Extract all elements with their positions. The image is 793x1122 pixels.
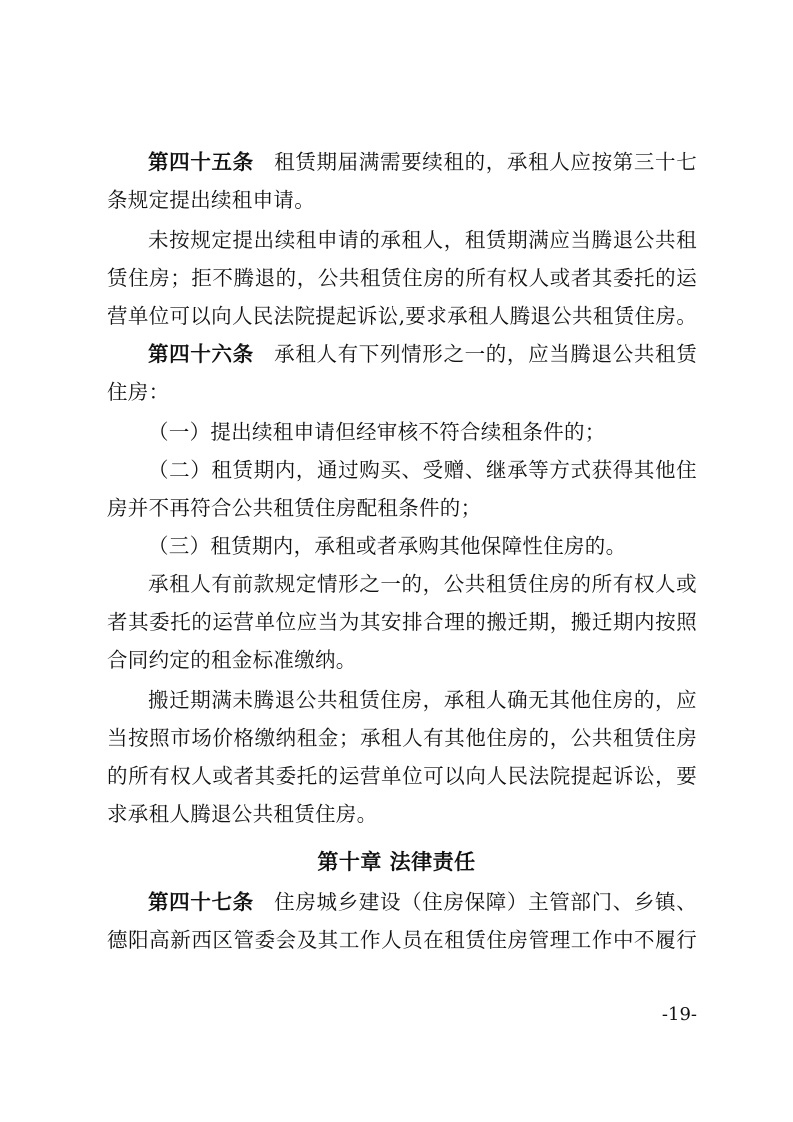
page-number: -19-	[661, 1004, 697, 1025]
chapter-heading: 第十章 法律责任	[317, 850, 476, 874]
article-number: 第四十五条	[148, 150, 254, 174]
paragraph-line: 房并不再符合公共租赁住房配租条件的；	[107, 496, 482, 520]
article-number: 第四十七条	[148, 890, 254, 914]
list-item: （二）租赁期内，通过购买、受赠、继承等方式获得其他住	[148, 458, 697, 482]
paragraph-line: 者其委托的运营单位应当为其安排合理的搬迁期，搬迁期内按照	[107, 610, 697, 634]
paragraph-line: 营单位可以向人民法院提起诉讼,要求承租人腾退公共租赁住房。	[107, 304, 697, 328]
paragraph-line: 赁住房；拒不腾退的，公共租赁住房的所有权人或者其委托的运	[107, 266, 697, 290]
paragraph-line: 第四十七条 住房城乡建设（住房保障）主管部门、乡镇、	[148, 890, 697, 914]
paragraph-line: 第四十五条 租赁期届满需要续租的，承租人应按第三十七	[148, 150, 697, 174]
paragraph-line: 合同约定的租金标准缴纳。	[107, 648, 357, 672]
paragraph-line: 条规定提出续租申请。	[107, 188, 315, 212]
paragraph-line: 住房：	[107, 380, 170, 404]
paragraph-line: 承租人有前款规定情形之一的，公共租赁住房的所有权人或	[148, 572, 697, 596]
list-item: （三）租赁期内，承租或者承购其他保障性住房的。	[148, 534, 627, 558]
paragraph-line: 求承租人腾退公共租赁住房。	[107, 802, 378, 826]
paragraph-line: 德阳高新西区管委会及其工作人员在租赁住房管理工作中不履行	[107, 928, 697, 952]
list-item: （一）提出续租申请但经审核不符合续租条件的；	[148, 420, 606, 444]
article-number: 第四十六条	[148, 342, 254, 366]
paragraph-line: 的所有权人或者其委托的运营单位可以向人民法院提起诉讼，要	[107, 764, 697, 788]
paragraph-line: 搬迁期满未腾退公共租赁住房，承租人确无其他住房的，应	[148, 688, 697, 712]
paragraph-line: 未按规定提出续租申请的承租人，租赁期满应当腾退公共租	[148, 228, 697, 252]
paragraph-line: 当按照市场价格缴纳租金；承租人有其他住房的，公共租赁住房	[107, 726, 697, 750]
paragraph-line: 第四十六条 承租人有下列情形之一的，应当腾退公共租赁	[148, 342, 697, 366]
